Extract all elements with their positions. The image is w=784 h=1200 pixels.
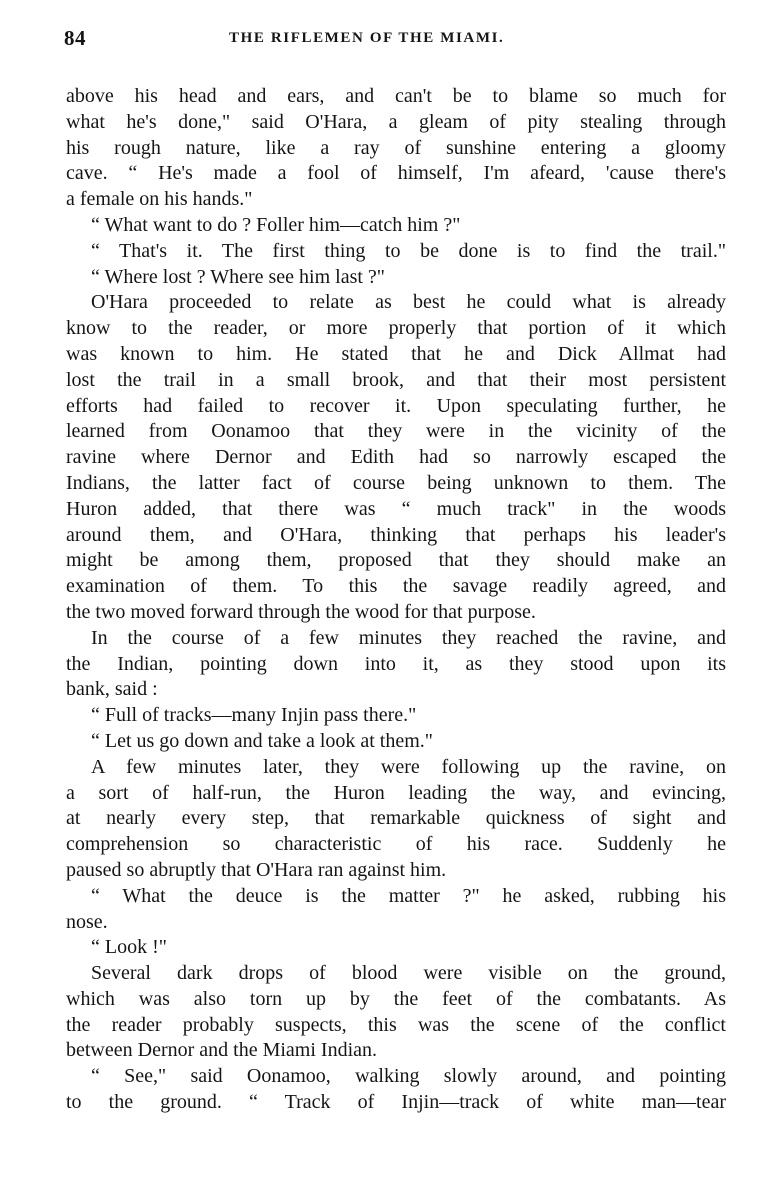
text-line: was known to him. He stated that he and Dick Allmat had (66, 342, 726, 365)
text-line: cave. “ He's made a fool of himself, I'm afeard, 'cause there's (66, 162, 726, 185)
text-line: “ Look !" (91, 936, 167, 959)
text-line: the two moved forward through the wood for that purpose. (66, 600, 536, 623)
text-line: the Indian, pointing down into it, as they stood upon its (66, 652, 726, 675)
text-line: around them, and O'Hara, thinking that perhaps his leader's (66, 523, 726, 546)
running-title: THE RIFLEMEN OF THE MIAMI. (229, 30, 505, 46)
text-line: the reader probably suspects, this was the scene of the conflict (66, 1013, 726, 1036)
page-header (64, 26, 724, 56)
text-line: “ That's it. The first thing to be done is to find the trail." (91, 239, 726, 262)
text-line: “ See," said Oonamoo, walking slowly around, and pointing (91, 1065, 726, 1088)
text-line: “ What want to do ? Foller him—catch him ?" (91, 213, 461, 236)
text-line: his rough nature, like a ray of sunshine entering a gloomy (66, 136, 726, 159)
page-number: 84 (64, 26, 86, 50)
text-line: to the ground. “ Track of Injin—track of white man—tear (66, 1091, 726, 1114)
text-line: “ Where lost ? Where see him last ?" (91, 265, 385, 288)
text-line: bank, said : (66, 678, 158, 701)
text-line: learned from Oonamoo that they were in the vicinity of the (66, 420, 726, 443)
text-line: Indians, the latter fact of course being unknown to them. The (66, 471, 726, 494)
text-line: Several dark drops of blood were visible on the ground, (91, 962, 726, 985)
text-line: Huron added, that there was “ much track" in the woods (66, 497, 726, 520)
text-line: know to the reader, or more properly that portion of it which (66, 317, 726, 340)
text-line: paused so abruptly that O'Hara ran against him. (66, 858, 447, 881)
text-line: what he's done," said O'Hara, a gleam of pity stealing through (66, 110, 726, 133)
text-line: In the course of a few minutes they reached the ravine, and (91, 626, 726, 649)
text-line: ravine where Dernor and Edith had so narrowly escaped the (66, 446, 726, 469)
body-text (66, 84, 726, 1116)
text-line: A few minutes later, they were following up the ravine, on (91, 755, 726, 778)
text-line: O'Hara proceeded to relate as best he could what is already (91, 291, 726, 314)
text-line: “ What the deuce is the matter ?" he asked, rubbing his (91, 884, 726, 907)
text-line: efforts had failed to recover it. Upon speculating further, he (66, 394, 726, 417)
text-line: nose. (66, 910, 108, 933)
text-line: between Dernor and the Miami Indian. (66, 1039, 378, 1062)
text-line: lost the trail in a small brook, and that their most persistent (66, 368, 726, 391)
text-line: above his head and ears, and can't be to blame so much for (66, 85, 726, 107)
text-line: “ Let us go down and take a look at them." (91, 729, 433, 752)
text-line: might be among them, proposed that they should make an (66, 549, 726, 572)
text-line: “ Full of tracks—many Injin pass there." (91, 704, 417, 727)
text-line: which was also torn up by the feet of the combatants. As (66, 987, 726, 1010)
text-line: comprehension so characteristic of his race. Suddenly he (66, 833, 726, 856)
text-line: a sort of half-run, the Huron leading the way, and evincing, (66, 781, 726, 804)
text-line: at nearly every step, that remarkable quickness of sight and (66, 807, 726, 830)
text-line: examination of them. To this the savage readily agreed, and (66, 575, 726, 598)
text-line: a female on his hands." (66, 188, 253, 211)
